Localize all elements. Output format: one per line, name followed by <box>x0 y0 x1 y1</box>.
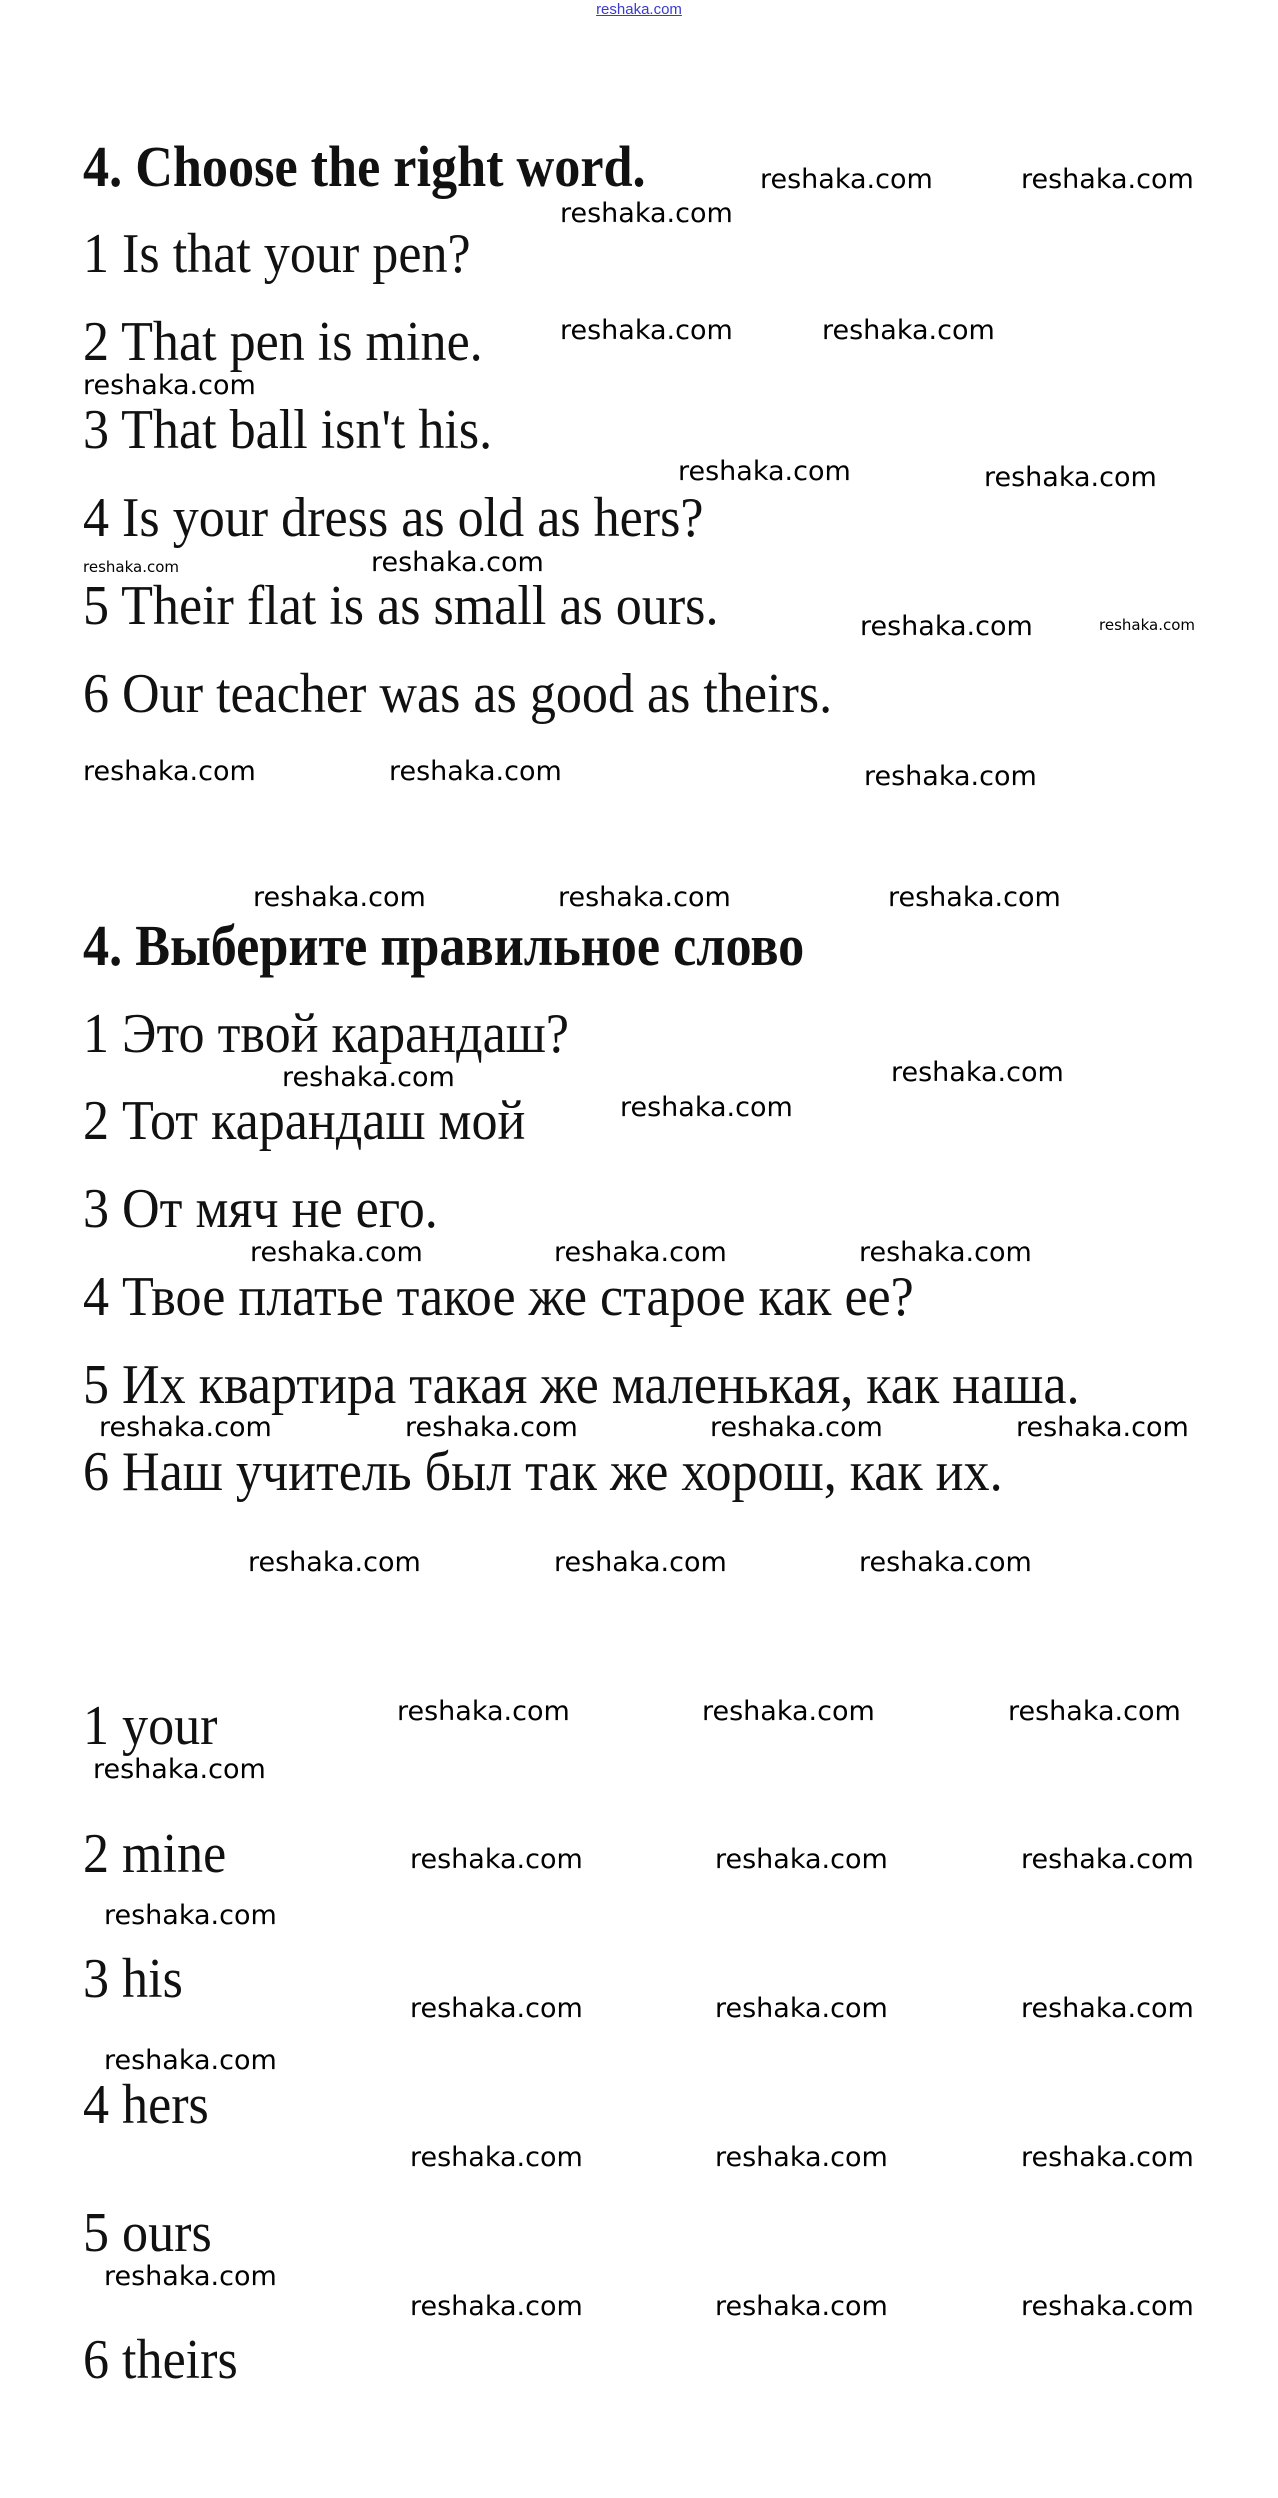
watermark: reshaka.com <box>678 456 851 487</box>
header-link[interactable]: reshaka.com <box>596 1 682 18</box>
watermark: reshaka.com <box>248 1547 421 1578</box>
watermark: reshaka.com <box>104 2045 277 2076</box>
watermark: reshaka.com <box>405 1412 578 1443</box>
russian-title: 4. Выберите правильное слово <box>83 913 805 978</box>
watermark: reshaka.com <box>93 1754 266 1785</box>
watermark: reshaka.com <box>715 2291 888 2322</box>
english-line: 3 That ball isn't his. <box>83 399 493 461</box>
watermark: reshaka.com <box>1099 616 1195 634</box>
english-line: 1 Is that your pen? <box>83 223 471 285</box>
watermark: reshaka.com <box>83 558 179 576</box>
russian-line: 4 Твое платье такое же старое как ее? <box>83 1266 914 1328</box>
watermark: reshaka.com <box>1021 2291 1194 2322</box>
watermark: reshaka.com <box>253 882 426 913</box>
watermark: reshaka.com <box>715 1993 888 2024</box>
watermark: reshaka.com <box>83 756 256 787</box>
russian-line: 6 Наш учитель был так же хорош, как их. <box>83 1441 1003 1503</box>
watermark: reshaka.com <box>822 315 995 346</box>
watermark: reshaka.com <box>888 882 1061 913</box>
russian-line: 3 От мяч не его. <box>83 1178 438 1240</box>
english-line: 5 Their flat is as small as ours. <box>83 575 719 637</box>
answer-line: 5 ours <box>83 2202 212 2264</box>
watermark: reshaka.com <box>560 198 733 229</box>
watermark: reshaka.com <box>250 1237 423 1268</box>
watermark: reshaka.com <box>859 1547 1032 1578</box>
watermark: reshaka.com <box>410 1993 583 2024</box>
answer-line: 1 your <box>83 1695 218 1757</box>
watermark: reshaka.com <box>282 1062 455 1093</box>
english-line: 6 Our teacher was as good as theirs. <box>83 663 833 725</box>
watermark: reshaka.com <box>715 2142 888 2173</box>
watermark: reshaka.com <box>702 1696 875 1727</box>
watermark: reshaka.com <box>397 1696 570 1727</box>
watermark: reshaka.com <box>371 547 544 578</box>
watermark: reshaka.com <box>1008 1696 1181 1727</box>
watermark: reshaka.com <box>99 1412 272 1443</box>
watermark: reshaka.com <box>104 2261 277 2292</box>
watermark: reshaka.com <box>864 761 1037 792</box>
watermark: reshaka.com <box>1021 164 1194 195</box>
watermark: reshaka.com <box>410 1844 583 1875</box>
watermark: reshaka.com <box>554 1547 727 1578</box>
english-line: 2 That pen is mine. <box>83 311 483 373</box>
watermark: reshaka.com <box>1021 1844 1194 1875</box>
russian-line: 2 Тот карандаш мой <box>83 1090 526 1152</box>
english-line: 4 Is your dress as old as hers? <box>83 487 704 549</box>
answer-line: 6 theirs <box>83 2329 238 2391</box>
watermark: reshaka.com <box>891 1057 1064 1088</box>
answer-line: 3 his <box>83 1948 183 2010</box>
english-title: 4. Choose the right word. <box>83 134 646 199</box>
watermark: reshaka.com <box>859 1237 1032 1268</box>
watermark: reshaka.com <box>83 370 256 401</box>
watermark: reshaka.com <box>620 1092 793 1123</box>
watermark: reshaka.com <box>104 1900 277 1931</box>
watermark: reshaka.com <box>715 1844 888 1875</box>
watermark: reshaka.com <box>389 756 562 787</box>
watermark: reshaka.com <box>410 2142 583 2173</box>
watermark: reshaka.com <box>1021 2142 1194 2173</box>
watermark: reshaka.com <box>410 2291 583 2322</box>
watermark: reshaka.com <box>760 164 933 195</box>
watermark: reshaka.com <box>984 462 1157 493</box>
watermark: reshaka.com <box>710 1412 883 1443</box>
watermark: reshaka.com <box>558 882 731 913</box>
watermark: reshaka.com <box>1021 1993 1194 2024</box>
watermark: reshaka.com <box>554 1237 727 1268</box>
russian-line: 5 Их квартира такая же маленькая, как наша. <box>83 1354 1080 1416</box>
watermark: reshaka.com <box>560 315 733 346</box>
watermark: reshaka.com <box>1016 1412 1189 1443</box>
russian-line: 1 Это твой карандаш? <box>83 1003 569 1065</box>
answer-line: 4 hers <box>83 2074 209 2136</box>
answer-line: 2 mine <box>83 1823 227 1885</box>
watermark: reshaka.com <box>860 611 1033 642</box>
